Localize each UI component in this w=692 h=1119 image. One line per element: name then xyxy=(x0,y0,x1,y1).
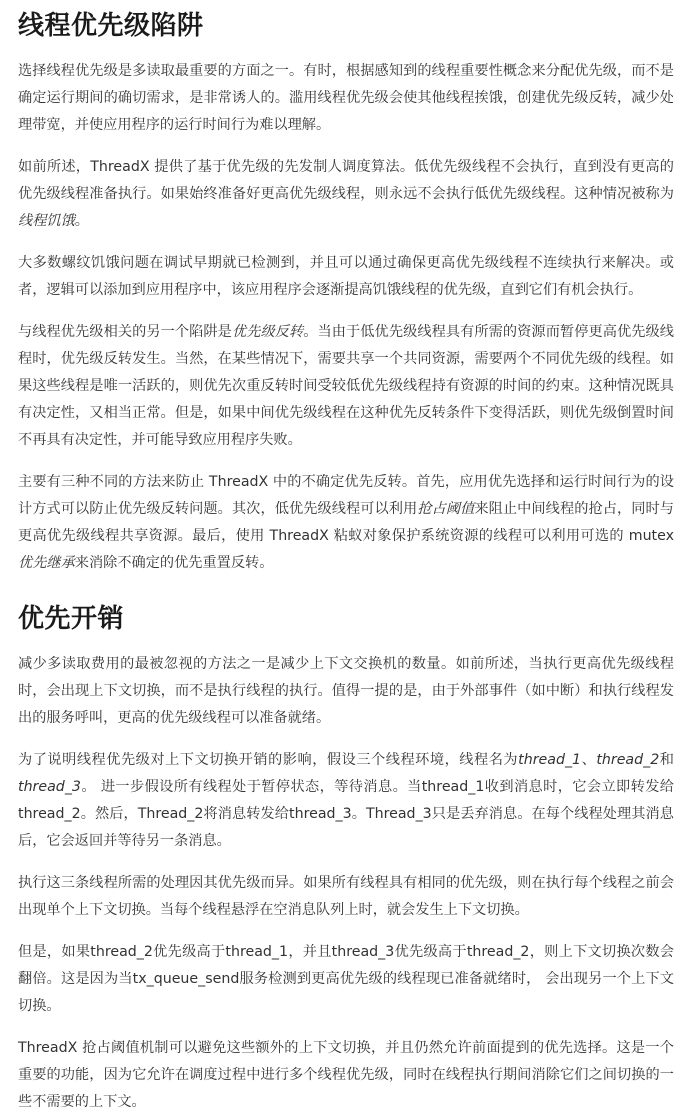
paragraph xyxy=(18,154,674,235)
paragraph xyxy=(18,747,674,855)
emphasized-term: 抢占阈值 xyxy=(417,501,475,517)
text-run: 。 xyxy=(74,213,89,229)
paragraph xyxy=(18,870,674,924)
emphasized-term: thread_1 xyxy=(518,752,582,768)
text-run: 为了说明线程优先级对上下文切换开销的影响，假设三个线程环境，线程名为 xyxy=(18,752,519,768)
emphasized-term: 线程饥饿 xyxy=(18,213,75,229)
text-run: 如前所述，ThreadX 提供了基于优先级的先发制人调度算法。低优先级线程不会执行，直到没有更高的优先级线程准备执行。如果始终准备好更高优先级线程，则永远不会执行低优先级线程。这种情况被称为 xyxy=(18,159,674,202)
paragraph xyxy=(18,939,674,1020)
text-run: 主要有三种不同的方法来防止 ThreadX 中的不确定优先反转。首先，应用优先选择和运行时间行为的设计方式可以防止优先级反转问题。其次，低优先级线程可以利用 xyxy=(18,474,674,517)
text-run: 选择线程优先级是多读取最重要的方面之一。有时，根据感知到的线程重要性概念来分配优先级，而不是确定运行期间的确切需求，是非常诱人的。滥用线程优先级会使其他线程挨饿，创建优先级反转，减少处理带宽，并使应用程序的运行时间行为难以理解。 xyxy=(18,63,674,133)
emphasized-term: thread_2 xyxy=(596,752,660,768)
text-run: 与线程优先级相关的另一个陷阱是 xyxy=(18,324,232,340)
paragraph xyxy=(18,319,674,454)
text-run: 、 xyxy=(581,752,597,768)
text-run: 大多数螺纹饥饿问题在调试早期就已检测到，并且可以通过确保更高优先级线程不连续执行来解决。或者，逻辑可以添加到应用程序中，该应用程序会逐渐提高饥饿线程的优先级，直到它们有机会执行。 xyxy=(18,255,674,298)
paragraph xyxy=(18,651,674,732)
text-run: 。 进一步假设所有线程处于暂停状态，等待消息。当thread_1收到消息时，它会立即转发给thread_2。然后，Thread_2将消息转发给thread_3。Thread_3只是丢弃消息。在每个线程处理其消息后，它会返回并等待另一条消息。 xyxy=(18,779,674,849)
text-run: 但是，如果thread_2优先级高于thread_1，并且thread_3优先级高于thread_2，则上下文切换次数会翻倍。这是因为当tx_queue_send服务检测到更高优先级的线程现已准备就绪时， 会出现另一个上下文切换。 xyxy=(18,944,674,1014)
text-run: 来消除不确定的优先重置反转。 xyxy=(74,555,274,571)
text-run: 来阻止中间线程的抢占，同时与更高优先级线程共享资源。最后，使用 ThreadX 粘蚁对象保护系统资源的线程可以利用可选的 mutex xyxy=(18,501,674,544)
emphasized-term: thread_3 xyxy=(18,779,81,795)
paragraph xyxy=(18,58,674,139)
text-run: 执行这三条线程所需的处理因其优先级而异。如果所有线程具有相同的优先级，则在执行每个线程之前会出现单个上下文切换。当每个线程悬浮在空消息队列上时，就会发生上下文切换。 xyxy=(18,875,674,918)
text-run: 和 xyxy=(659,752,674,768)
paragraph xyxy=(18,1035,674,1116)
paragraph xyxy=(18,469,674,577)
article xyxy=(0,8,692,1116)
text-run: 减少多读取费用的最被忽视的方法之一是减少上下文交换机的数量。如前所述，当执行更高优先级线程时，会出现上下文切换，而不是执行线程的执行。值得一提的是，由于外部事件（如中断）和执行线程发出的服务呼叫，更高的优先级线程可以准备就绪。 xyxy=(18,656,674,726)
text-run: 。当由于低优先级线程具有所需的资源而暂停更高优先级线程时，优先级反转发生。当然，在某些情况下，需要共享一个共同资源，需要两个不同优先级的线程。如果这些线程是唯一活跃的，则优先次重反转时间受较低优先级线程持有资源的时间的约束。这种情况既具有决定性，又相当正常。但是，如果中间优先级线程在这种优先反转条件下变得活跃，则优先级倒置时间不再具有决定性，并可能导致应用程序失败。 xyxy=(18,324,674,448)
section-heading-priority-pitfalls: 线程优先级陷阱 xyxy=(18,11,204,41)
text-run: ThreadX 抢占阈值机制可以避免这些额外的上下文切换，并且仍然允许前面提到的优先选择。这是一个重要的功能，因为它允许在调度过程中进行多个线程优先级，同时在线程执行期间消除它们之间切换的一些不需要的上下文。 xyxy=(18,1040,674,1110)
paragraph xyxy=(18,250,674,304)
section-heading-priority-overhead: 优先开销 xyxy=(18,604,125,634)
emphasized-term: 优先继承 xyxy=(18,555,75,571)
emphasized-term: 优先级反转 xyxy=(231,324,304,340)
